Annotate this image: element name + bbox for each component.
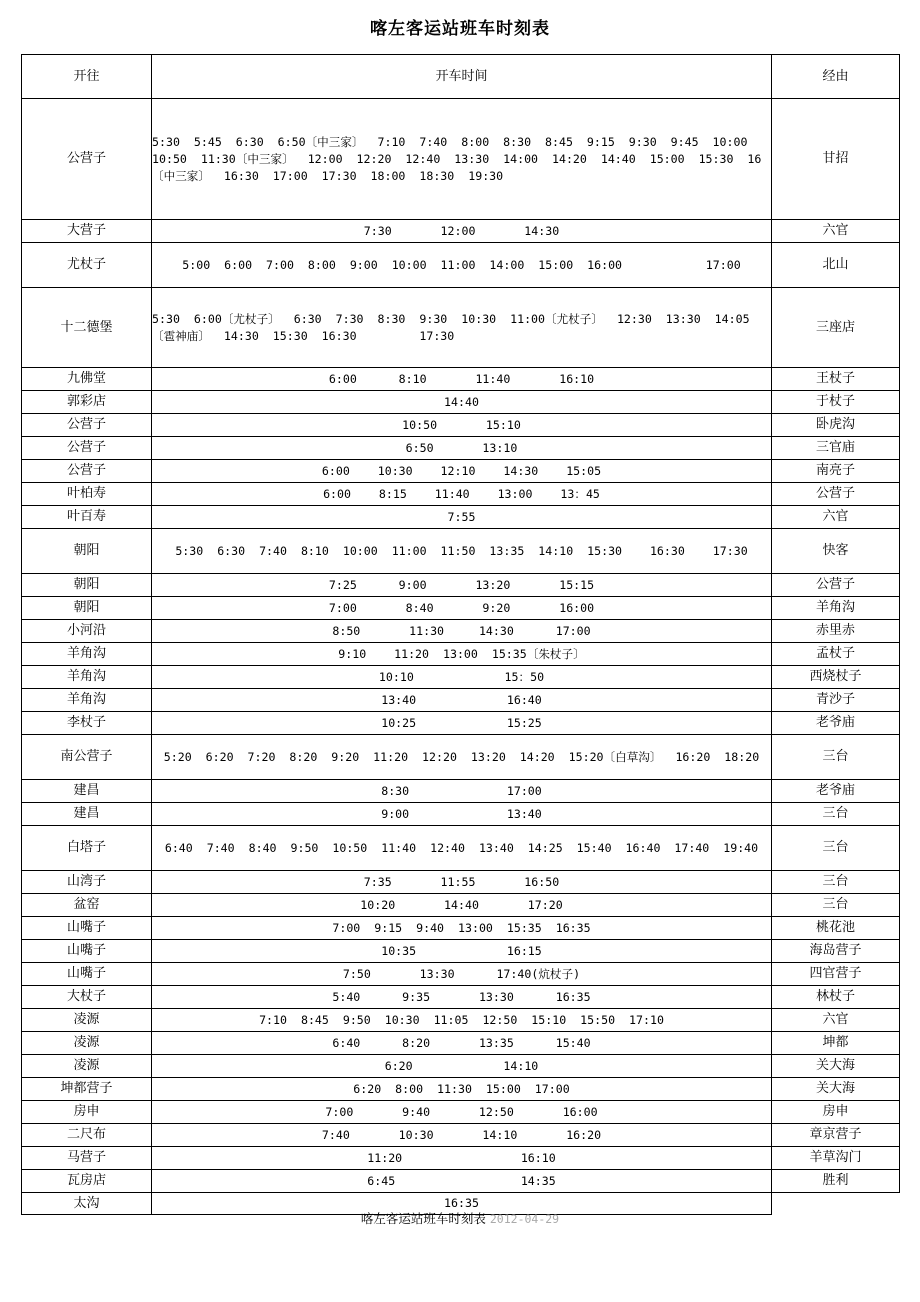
destination-cell: 二尺布 — [22, 1124, 152, 1147]
departure-times-cell: 5:20 6:20 7:20 8:20 9:20 11:20 12:20 13:20 14:20 15:20〔白草沟〕 16:20 18:20 — [152, 735, 772, 780]
page-footer — [0, 1209, 920, 1227]
table-row — [22, 1124, 900, 1147]
destination-cell: 公营子 — [22, 437, 152, 460]
table-row — [22, 1078, 900, 1101]
via-cell: 海岛营子 — [772, 940, 900, 963]
departure-times-cell: 5:40 9:35 13:30 16:35 — [152, 986, 772, 1009]
via-cell: 三台 — [772, 894, 900, 917]
destination-cell: 山湾子 — [22, 871, 152, 894]
departure-times-cell: 7:10 8:45 9:50 10:30 11:05 12:50 15:10 15:50 17:10 — [152, 1009, 772, 1032]
departure-times-cell: 7:35 11:55 16:50 — [152, 871, 772, 894]
table-row — [22, 620, 900, 643]
table-row — [22, 437, 900, 460]
via-cell: 三官庙 — [772, 437, 900, 460]
header-row — [22, 55, 900, 99]
destination-cell: 羊角沟 — [22, 666, 152, 689]
destination-cell: 南公营子 — [22, 735, 152, 780]
departure-times-cell: 6:20 14:10 — [152, 1055, 772, 1078]
destination-cell: 叶百寿 — [22, 506, 152, 529]
departure-times-cell: 6:00 8:15 11:40 13:00 13：45 — [152, 483, 772, 506]
departure-times-cell: 10:35 16:15 — [152, 940, 772, 963]
departure-times-cell: 7:25 9:00 13:20 15:15 — [152, 574, 772, 597]
departure-times-cell: 7:40 10:30 14:10 16:20 — [152, 1124, 772, 1147]
header-destination: 开往 — [22, 55, 152, 99]
departure-times-cell: 6:20 8:00 11:30 15:00 17:00 — [152, 1078, 772, 1101]
table-row — [22, 597, 900, 620]
table-row — [22, 529, 900, 574]
via-cell: 三台 — [772, 826, 900, 871]
via-cell: 胜利 — [772, 1170, 900, 1193]
destination-cell: 九佛堂 — [22, 368, 152, 391]
via-cell: 三座店 — [772, 288, 900, 368]
departure-times-cell: 10:25 15:25 — [152, 712, 772, 735]
via-cell: 三台 — [772, 803, 900, 826]
table-row — [22, 917, 900, 940]
table-row — [22, 506, 900, 529]
departure-times-cell: 7:55 — [152, 506, 772, 529]
departure-times-cell: 16:35 — [152, 1193, 772, 1215]
departure-times-cell: 6:40 8:20 13:35 15:40 — [152, 1032, 772, 1055]
via-cell: 章京营子 — [772, 1124, 900, 1147]
departure-times-cell: 5:30 6:30 7:40 8:10 10:00 11:00 11:50 13:35 14:10 15:30 16:30 17:30 — [152, 529, 772, 574]
destination-cell: 朝阳 — [22, 597, 152, 620]
footer-date: 2012-04-29 — [489, 1212, 560, 1226]
departure-times-cell: 10:50 15:10 — [152, 414, 772, 437]
destination-cell: 山嘴子 — [22, 963, 152, 986]
via-cell: 王杖子 — [772, 368, 900, 391]
via-cell: 关大海 — [772, 1055, 900, 1078]
departure-times-cell: 7:50 13:30 17:40(炕杖子) — [152, 963, 772, 986]
destination-cell: 叶柏寿 — [22, 483, 152, 506]
destination-cell: 十二德堡 — [22, 288, 152, 368]
via-cell: 羊角沟 — [772, 597, 900, 620]
destination-cell: 马营子 — [22, 1147, 152, 1170]
destination-cell: 朝阳 — [22, 529, 152, 574]
via-cell: 青沙子 — [772, 689, 900, 712]
departure-times-cell: 10:20 14:40 17:20 — [152, 894, 772, 917]
table-row — [22, 780, 900, 803]
destination-cell: 太沟 — [22, 1193, 152, 1215]
departure-times-cell: 7:00 8:40 9:20 16:00 — [152, 597, 772, 620]
destination-cell: 房申 — [22, 1101, 152, 1124]
departure-times-cell: 7:00 9:40 12:50 16:00 — [152, 1101, 772, 1124]
destination-cell: 公营子 — [22, 414, 152, 437]
departure-times-cell: 6:50 13:10 — [152, 437, 772, 460]
via-cell: 快客 — [772, 529, 900, 574]
via-cell: 三台 — [772, 871, 900, 894]
destination-cell: 瓦房店 — [22, 1170, 152, 1193]
header-times: 开车时间 — [152, 55, 772, 99]
via-cell: 房申 — [772, 1101, 900, 1124]
table-row — [22, 666, 900, 689]
table-row — [22, 1055, 900, 1078]
table-row — [22, 414, 900, 437]
table-row — [22, 243, 900, 288]
table-row — [22, 1147, 900, 1170]
table-row — [22, 220, 900, 243]
departure-times-cell: 6:00 10:30 12:10 14:30 15:05 — [152, 460, 772, 483]
destination-cell: 公营子 — [22, 460, 152, 483]
via-cell: 公营子 — [772, 483, 900, 506]
schedule-table — [21, 54, 900, 1215]
destination-cell: 山嘴子 — [22, 917, 152, 940]
table-row — [22, 871, 900, 894]
departure-times-cell: 14:40 — [152, 391, 772, 414]
destination-cell: 凌源 — [22, 1055, 152, 1078]
destination-cell: 羊角沟 — [22, 643, 152, 666]
table-row — [22, 288, 900, 368]
table-row — [22, 574, 900, 597]
destination-cell: 郭彩店 — [22, 391, 152, 414]
via-cell: 坤都 — [772, 1032, 900, 1055]
table-row — [22, 1101, 900, 1124]
table-row — [22, 391, 900, 414]
table-row — [22, 99, 900, 220]
destination-cell: 建昌 — [22, 803, 152, 826]
departure-times-cell: 5:30 5:45 6:30 6:50〔中三家〕 7:10 7:40 8:00 8:30 8:45 9:15 9:30 9:45 10:00 10:50 11:30〔中三家〕 12:00 12:20 12:40 13:30 14:00 14:20 14:40 15:00 15:30 16 〔中三家〕 16:30 17:00 17:30 18:00 18:30 19:30 — [152, 99, 772, 220]
table-row — [22, 1009, 900, 1032]
via-cell: 甘招 — [772, 99, 900, 220]
departure-times-cell: 5:00 6:00 7:00 8:00 9:00 10:00 11:00 14:00 15:00 16:00 17:00 — [152, 243, 772, 288]
via-cell: 卧虎沟 — [772, 414, 900, 437]
table-row — [22, 689, 900, 712]
table-row — [22, 1170, 900, 1193]
via-cell: 老爷庙 — [772, 712, 900, 735]
departure-times-cell: 6:00 8:10 11:40 16:10 — [152, 368, 772, 391]
destination-cell: 公营子 — [22, 99, 152, 220]
via-cell: 老爷庙 — [772, 780, 900, 803]
table-row — [22, 643, 900, 666]
departure-times-cell: 5:30 6:00〔尤杖子〕 6:30 7:30 8:30 9:30 10:30 11:00〔尤杖子〕 12:30 13:30 14:05 〔雹神庙〕 14:30 15:30 16:30 17:30 — [152, 288, 772, 368]
destination-cell: 尤杖子 — [22, 243, 152, 288]
departure-times-cell: 8:50 11:30 14:30 17:00 — [152, 620, 772, 643]
via-cell: 关大海 — [772, 1078, 900, 1101]
table-row — [22, 803, 900, 826]
destination-cell: 盆窑 — [22, 894, 152, 917]
via-cell: 四官营子 — [772, 963, 900, 986]
schedule-body — [22, 55, 900, 1215]
departure-times-cell: 13:40 16:40 — [152, 689, 772, 712]
departure-times-cell: 6:40 7:40 8:40 9:50 10:50 11:40 12:40 13:40 14:25 15:40 16:40 17:40 19:40 — [152, 826, 772, 871]
departure-times-cell: 7:30 12:00 14:30 — [152, 220, 772, 243]
departure-times-cell: 8:30 17:00 — [152, 780, 772, 803]
departure-times-cell: 11:20 16:10 — [152, 1147, 772, 1170]
table-row — [22, 1032, 900, 1055]
table-row — [22, 986, 900, 1009]
departure-times-cell: 9:00 13:40 — [152, 803, 772, 826]
via-cell: 孟杖子 — [772, 643, 900, 666]
table-row — [22, 460, 900, 483]
via-cell: 羊草沟门 — [772, 1147, 900, 1170]
table-row — [22, 368, 900, 391]
via-cell: 北山 — [772, 243, 900, 288]
departure-times-cell: 7:00 9:15 9:40 13:00 15:35 16:35 — [152, 917, 772, 940]
table-row — [22, 712, 900, 735]
header-via: 经由 — [772, 55, 900, 99]
destination-cell: 小河沿 — [22, 620, 152, 643]
departure-times-cell: 10:10 15：50 — [152, 666, 772, 689]
destination-cell: 大营子 — [22, 220, 152, 243]
via-cell: 六官 — [772, 220, 900, 243]
via-cell: 于杖子 — [772, 391, 900, 414]
departure-times-cell: 9:10 11:20 13:00 15:35〔朱杖子〕 — [152, 643, 772, 666]
table-row — [22, 826, 900, 871]
table-row — [22, 894, 900, 917]
destination-cell: 朝阳 — [22, 574, 152, 597]
via-cell: 桃花池 — [772, 917, 900, 940]
footer-label: 喀左客运站班车时刻表 — [360, 1211, 486, 1226]
destination-cell: 凌源 — [22, 1032, 152, 1055]
destination-cell: 建昌 — [22, 780, 152, 803]
table-row — [22, 940, 900, 963]
table-row — [22, 963, 900, 986]
via-cell: 六官 — [772, 1009, 900, 1032]
via-cell: 南亮子 — [772, 460, 900, 483]
destination-cell: 羊角沟 — [22, 689, 152, 712]
destination-cell: 凌源 — [22, 1009, 152, 1032]
table-row — [22, 483, 900, 506]
via-cell: 三台 — [772, 735, 900, 780]
table-row — [22, 735, 900, 780]
via-cell: 林杖子 — [772, 986, 900, 1009]
via-cell: 赤里赤 — [772, 620, 900, 643]
page-title: 喀左客运站班车时刻表 — [370, 19, 550, 39]
destination-cell: 山嘴子 — [22, 940, 152, 963]
destination-cell: 坤都营子 — [22, 1078, 152, 1101]
destination-cell: 大杖子 — [22, 986, 152, 1009]
via-cell: 公营子 — [772, 574, 900, 597]
via-cell: 六官 — [772, 506, 900, 529]
via-cell: 西烧杖子 — [772, 666, 900, 689]
departure-times-cell: 6:45 14:35 — [152, 1170, 772, 1193]
destination-cell: 白塔子 — [22, 826, 152, 871]
destination-cell: 李杖子 — [22, 712, 152, 735]
